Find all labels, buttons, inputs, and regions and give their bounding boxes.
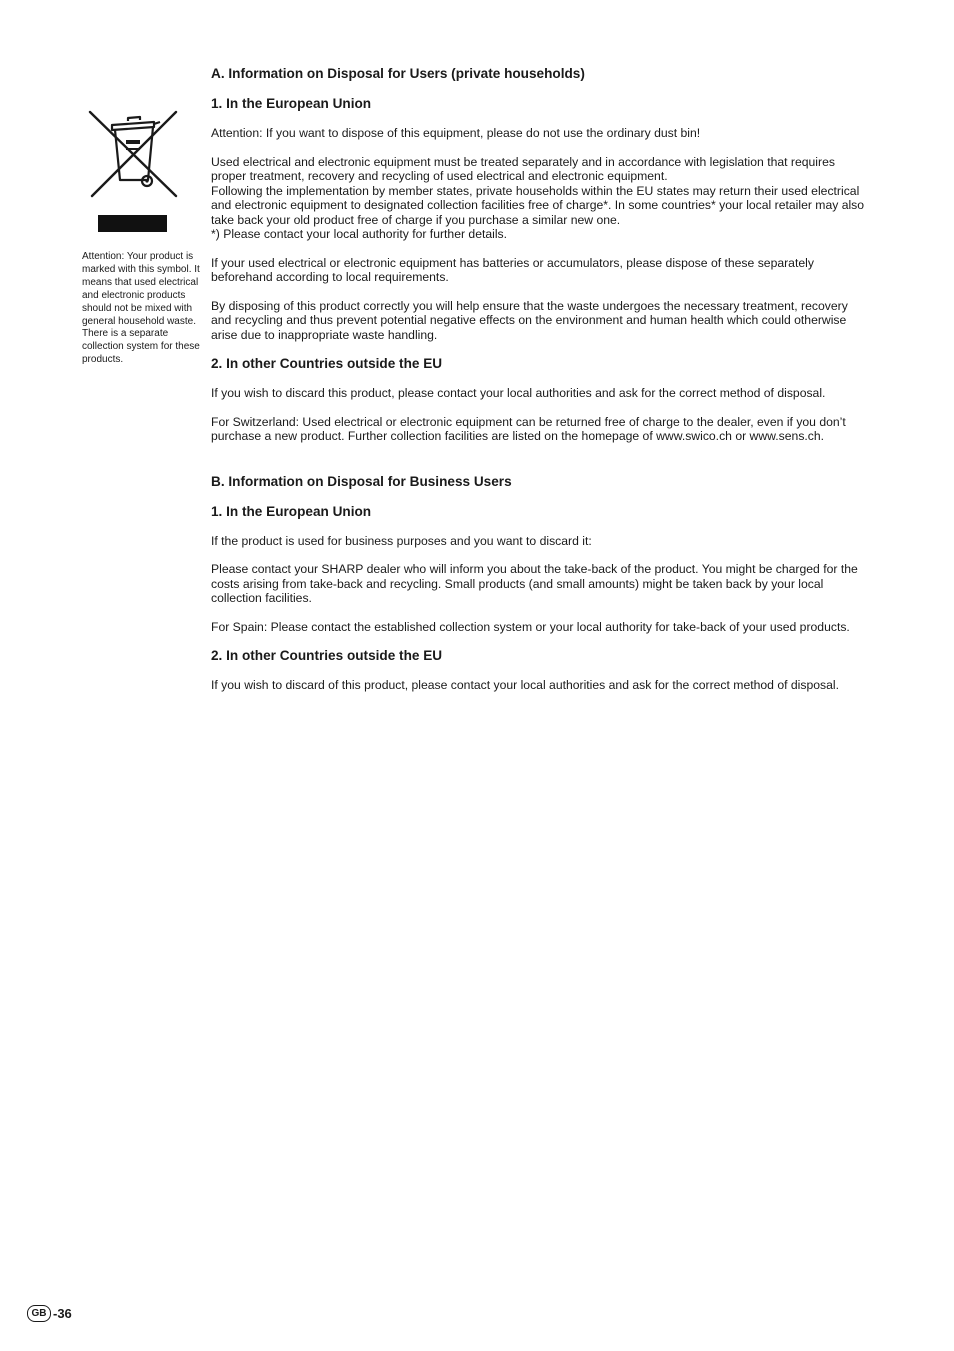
crossed-out-wheelie-bin-icon [88, 108, 180, 205]
section-a-switzerland-para: For Switzerland: Used electrical or electronic equipment can be returned free of charge to the dealer, even if you don’t purchase a new product. Further collection facilities are listed on the homepage of www.swico.ch or www.sens.ch. [211, 414, 846, 443]
section-a-attention: Attention: If you want to dispose of this equipment, please do not use the ordinary dust bin! [211, 126, 701, 140]
section-a-discard-para: If you wish to discard this product, please contact your local authorities and ask for the correct method of disposal. [211, 386, 826, 400]
section-a-eu-heading: 1. In the European Union [211, 96, 372, 111]
section-b-title: B. Information on Disposal for Business Users [211, 473, 512, 489]
attention-note: Attention: Your product is marked with this symbol. It means that used electrical and electronic products should not be mixed with general household waste. There is a separate collection system for these products. [82, 251, 200, 366]
section-a-title: A. Information on Disposal for Users (private households) [211, 66, 585, 81]
section-b-contact-para: Please contact your SHARP dealer who will inform you about the take-back of the product. You might be charged for the costs arising from take-back and recycling. Small products (and small amounts) might be taken back by your local collection facilities. [211, 562, 858, 605]
section-a-treatment-para: Used electrical and electronic equipment must be treated separately and in accordance with legislation that requires proper treatment, recovery and recycling of used electrical and electronic equipment. [211, 154, 835, 183]
region-badge: GB [27, 1305, 51, 1322]
marking-bar [98, 215, 167, 232]
section-b-intro-para: If the product is used for business purposes and you want to discard it: [211, 533, 592, 548]
section-b-other-heading: 2. In other Countries outside the EU [211, 648, 443, 663]
section-a-footnote: *) Please contact your local authority for further details. [211, 227, 508, 241]
main-content [211, 66, 871, 693]
section-a-batteries-para: If your used electrical or electronic equipment has batteries or accumulators, please dispose of these separately beforehand according to local requirements. [211, 255, 814, 284]
page-number: -36 [53, 1306, 72, 1321]
section-b-eu-heading: 1. In the European Union [211, 503, 372, 519]
page-footer [27, 1305, 72, 1322]
section-b-spain-para: For Spain: Please contact the established collection system or your local authority for take-back of your used products. [211, 619, 850, 634]
section-a-disposing-para: By disposing of this product correctly you will help ensure that the waste undergoes the necessary treatment, recovery and recycling and thus prevent potential negative effects on the environment and human health which could otherwise arise due to inappropriate waste handling. [211, 298, 848, 342]
section-b-discard-para: If you wish to discard of this product, please contact your local authorities and ask for the correct method of disposal. [211, 678, 839, 692]
section-a-other-heading: 2. In other Countries outside the EU [211, 356, 443, 371]
section-a-return-para: Following the implementation by member states, private households within the EU states may return their used electrical and electronic equipment to designated collection facilities free of charge*. In some countries* your local retailer may also take back your old product free of charge if you purchase a similar new one. [211, 183, 865, 227]
